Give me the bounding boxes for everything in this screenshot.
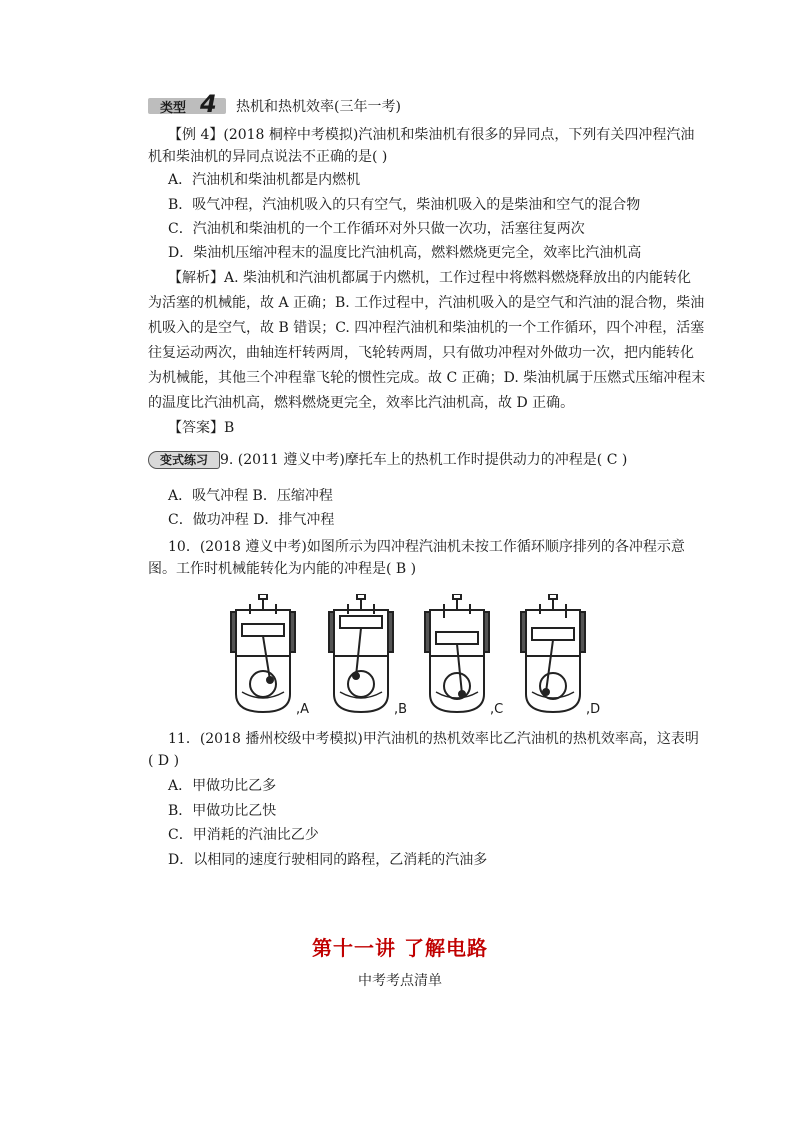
example-option-d: D．柴油机压缩冲程末的温度比汽油机高，燃料燃烧更完全，效率比汽油机高 [168,245,642,261]
analysis-line-6: 的温度比汽油机高，燃料燃烧更完全，效率比汽油机高，故 D 正确。 [148,395,575,411]
analysis-line-3: 机吸入的是空气，故 B 错误；C. 四冲程汽油机和柴油机的一个工作循环，四个冲程，活塞 [148,320,705,336]
type-badge-label: 类型 [160,101,187,116]
q11-option-c: C．甲消耗的汽油比乙少 [168,827,319,843]
section-title: 热机和热机效率(三年一考) [236,99,401,115]
q11-option-a: A．甲做功比乙多 [168,778,277,794]
type-badge-number: 4 [200,90,217,118]
section-type-badge [148,90,226,118]
chapter-subtitle: 中考考点清单 [358,973,442,989]
example-option-c: C．汽油机和柴油机的一个工作循环对外只做一次功，活塞往复两次 [168,221,585,237]
engine-label-c: ,C [490,702,504,717]
analysis-line-2: 为活塞的机械能，故 A 正确；B. 工作过程中，汽油机吸入的是空气和汽油的混合物，柴油 [148,295,705,311]
engine-stroke-figure-b [322,594,400,720]
variant-practice-badge: 变式练习 [148,451,220,469]
q9-stem: 9. (2011 遵义中考)摩托车上的热机工作时提供动力的冲程是( C ) [220,452,628,468]
engine-stroke-figure-d [514,594,592,720]
example-option-a: A．汽油机和柴油机都是内燃机 [168,172,361,188]
analysis-line-1: 【解析】A. 柴油机和汽油机都属于内燃机，工作过程中将燃料燃烧释放出的内能转化 [168,270,692,286]
q11-stem-line-1: 11．(2018 播州校级中考模拟)甲汽油机的热机效率比乙汽油机的热机效率高，这表明 [168,731,699,747]
q9-options-row-1: A．吸气冲程 B．压缩冲程 [168,488,333,504]
analysis-line-4: 往复运动两次，曲轴连杆转两周，飞轮转两周，只有做功冲程对外做功一次，把内能转化 [148,345,694,361]
example-option-b: B．吸气冲程，汽油机吸入的只有空气，柴油机吸入的是柴油和空气的混合物 [168,197,641,213]
chapter-title: 第十一讲 了解电路 [312,936,488,960]
q11-stem-line-2: ( D ) [148,753,180,769]
engine-stroke-figure-c [418,594,496,720]
q11-option-d: D．以相同的速度行驶相同的路程，乙消耗的汽油多 [168,852,488,868]
analysis-line-5: 为机械能，其他三个冲程靠飞轮的惯性完成。故 C 正确；D. 柴油机属于压燃式压缩冲程末 [148,370,706,386]
engine-label-b: ,B [394,702,408,717]
q10-stem-line-1: 10．(2018 遵义中考)如图所示为四冲程汽油机未按工作循环顺序排列的各冲程示意 [168,539,685,555]
q11-option-b: B．甲做功比乙快 [168,803,277,819]
example-stem-line-1: 【例 4】(2018 桐梓中考模拟)汽油机和柴油机有很多的异同点，下列有关四冲程汽油 [168,127,695,143]
engine-label-d: ,D [586,702,601,717]
example-stem-line-2: 机和柴油机的异同点说法不正确的是( ) [148,149,388,165]
analysis-answer: 【答案】B [168,420,235,436]
engine-stroke-figure-a [224,594,302,720]
q9-options-row-2: C．做功冲程 D．排气冲程 [168,512,335,528]
q10-stem-line-2: 图。工作时机械能转化为内能的冲程是( B ) [148,561,417,577]
engine-label-a: ,A [296,702,310,717]
